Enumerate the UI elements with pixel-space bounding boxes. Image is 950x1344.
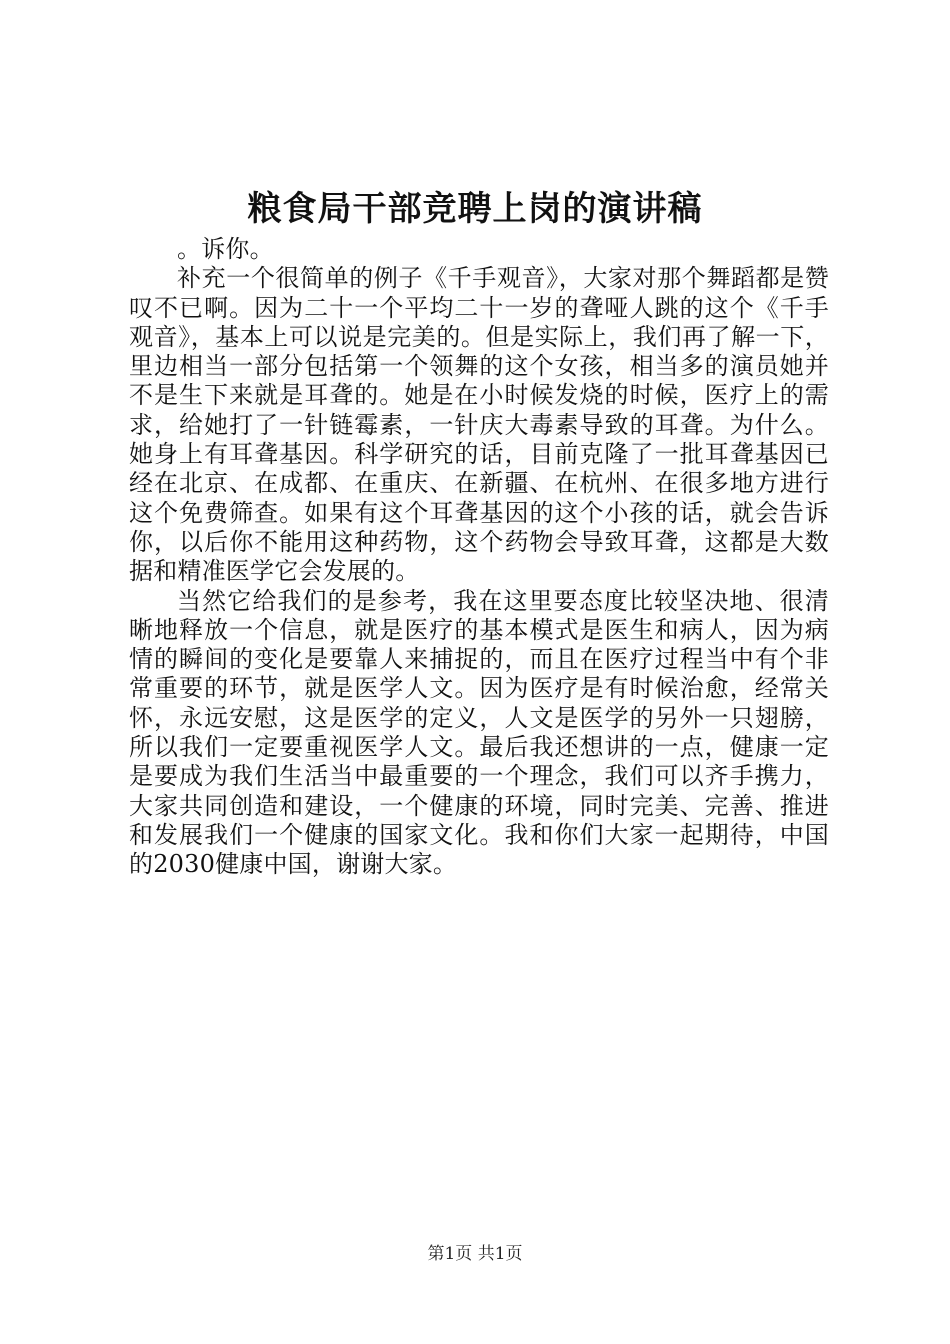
- paragraph-1: 。诉你。: [177, 235, 274, 263]
- page-footer: 第1页 共1页: [427, 1244, 523, 1264]
- document-title: 粮食局干部竞聘上岗的演讲稿: [247, 189, 703, 229]
- paragraph-3: 当然它给我们的是参考，我在这里要态度比较坚决地、很清晰地释放一个信息，就是医疗的基本模式是医生和病人，因为病情的瞬间的变化是要靠人来捕捉的，而且在医疗过程当中有个非常重要的环节，就是医学人文。因为医疗是有时候治愈，经常关怀，永远安慰，这是医学的定义，人文是医学的另外一只翅膀，所以我们一定要重视医学人文。最后我还想讲的一点，健康一定是要成为我们生活当中最重要的一个理念，我们可以齐手携力，大家共同创造和建设，一个健康的环境，同时完美、完善、推进和发展我们一个健康的国家文化。我和你们大家一起期待，中国的2030健康中国，谢谢大家。: [129, 586, 829, 879]
- document-body: [129, 235, 829, 880]
- paragraph-2: 补充一个很简单的例子《千手观音》，大家对那个舞蹈都是赞叹不已啊。因为二十一个平均二十一岁的聋哑人跳的这个《千手观音》，基本上可以说是完美的。但是实际上，我们再了解一下，里边相当一部分包括第一个领舞的这个女孩，相当多的演员她并不是生下来就是耳聋的。她是在小时候发烧的时候，医疗上的需求，给她打了一针链霉素，一针庆大毒素导致的耳聋。为什么。她身上有耳聋基因。科学研究的话，目前克隆了一批耳聋基因已经在北京、在成都、在重庆、在新疆、在杭州、在很多地方进行这个免费筛查。如果有这个耳聋基因的这个小孩的话，就会告诉你，以后你不能用这种药物，这个药物会导致耳聋，这都是大数据和精准医学它会发展的。: [129, 264, 829, 586]
